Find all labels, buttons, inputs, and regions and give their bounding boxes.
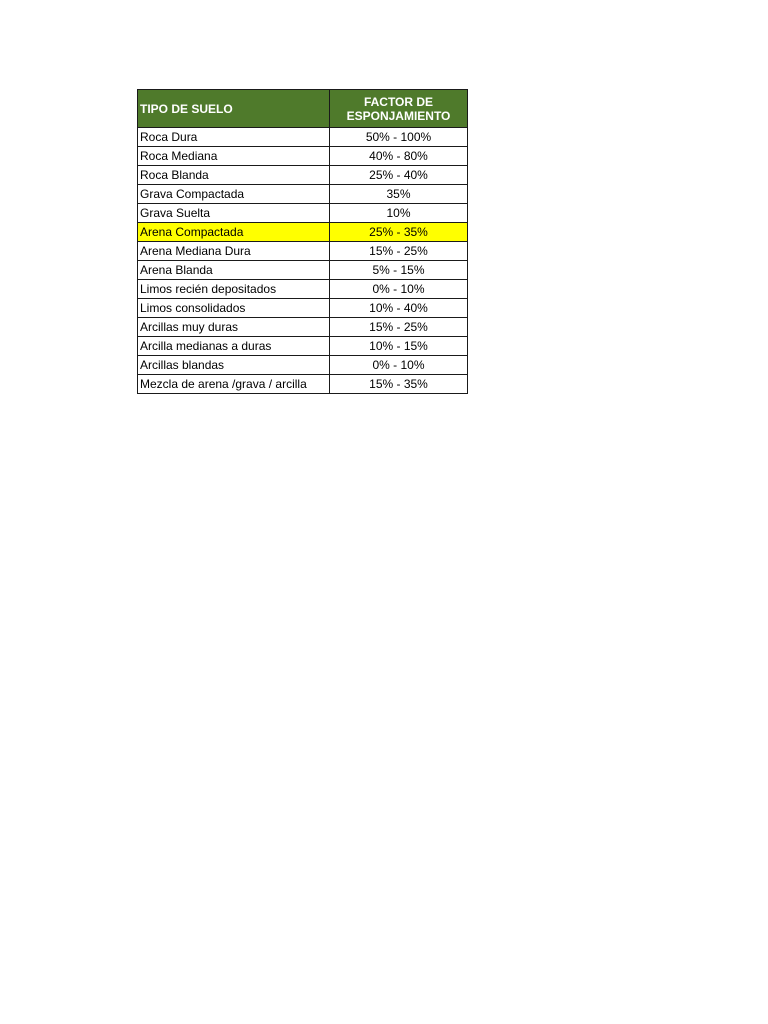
table-row-highlighted [138, 223, 468, 242]
soil-type-cell: Arcillas muy duras [138, 318, 330, 337]
swell-factor-cell: 5% - 15% [330, 261, 468, 280]
swell-factor-cell: 10% - 15% [330, 337, 468, 356]
soil-type-cell: Roca Mediana [138, 147, 330, 166]
soil-swell-table [137, 89, 468, 394]
swell-factor-cell: 15% - 35% [330, 375, 468, 394]
header-swell-factor-line2: ESPONJAMIENTO [346, 108, 451, 123]
soil-type-cell: Arcilla medianas a duras [138, 337, 330, 356]
swell-factor-cell: 15% - 25% [330, 318, 468, 337]
soil-type-cell: Arena Compactada [138, 223, 330, 242]
swell-factor-cell: 0% - 10% [330, 356, 468, 375]
header-row [138, 90, 468, 128]
swell-factor-cell: 25% - 40% [330, 166, 468, 185]
soil-type-cell: Roca Dura [138, 128, 330, 147]
soil-type-cell: Arcillas blandas [138, 356, 330, 375]
table-row [138, 280, 468, 299]
table-row [138, 299, 468, 318]
header-swell-factor [330, 90, 468, 128]
table-row [138, 261, 468, 280]
table-row [138, 166, 468, 185]
soil-type-cell: Grava Suelta [138, 204, 330, 223]
header-soil-type: TIPO DE SUELO [138, 90, 330, 128]
swell-factor-cell: 35% [330, 185, 468, 204]
swell-factor-cell: 25% - 35% [330, 223, 468, 242]
soil-type-cell: Roca Blanda [138, 166, 330, 185]
table-row [138, 337, 468, 356]
soil-type-cell: Limos recién depositados [138, 280, 330, 299]
table-row [138, 185, 468, 204]
soil-type-cell: Arena Blanda [138, 261, 330, 280]
soil-type-cell: Grava Compactada [138, 185, 330, 204]
table-row [138, 375, 468, 394]
soil-type-cell: Limos consolidados [138, 299, 330, 318]
swell-factor-cell: 40% - 80% [330, 147, 468, 166]
header-swell-factor-line1: FACTOR DE [363, 94, 434, 109]
swell-factor-cell: 0% - 10% [330, 280, 468, 299]
table-row [138, 128, 468, 147]
table-row [138, 147, 468, 166]
swell-factor-cell: 50% - 100% [330, 128, 468, 147]
soil-type-cell: Arena Mediana Dura [138, 242, 330, 261]
table-row [138, 318, 468, 337]
table-row [138, 356, 468, 375]
table-row [138, 204, 468, 223]
swell-factor-cell: 15% - 25% [330, 242, 468, 261]
swell-factor-cell: 10% [330, 204, 468, 223]
swell-factor-cell: 10% - 40% [330, 299, 468, 318]
soil-type-cell: Mezcla de arena /grava / arcilla [138, 375, 330, 394]
table-row [138, 242, 468, 261]
